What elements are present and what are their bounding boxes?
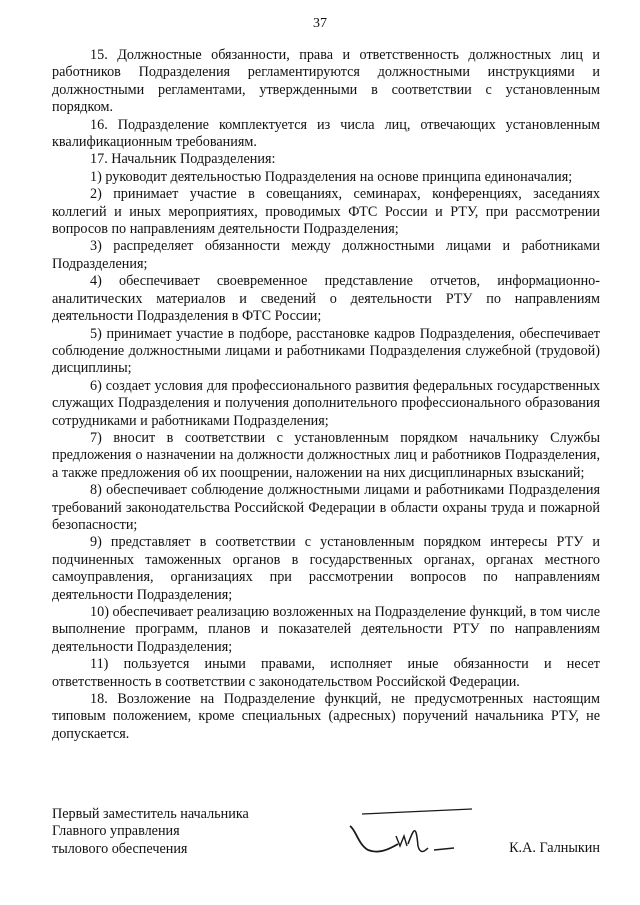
list-item-2: 2) принимает участие в совещаниях, семинарах, конференциях, заседаниях коллегий и иных мероприятиях, проводимых ФТС России и РТУ, при рассмотрении вопросов по направлениям деятельности Подразделения; bbox=[52, 186, 600, 238]
paragraph-15: 15. Должностные обязанности, права и ответственность должностных лиц и работников Подразделения регламентируются должностными инструкциями и должностными регламентами, утвержденными в соответствии с установленным порядком. bbox=[52, 47, 600, 116]
list-item-4: 4) обеспечивает своевременное представление отчетов, информационно-аналитических материалов и сведений о деятельности РТУ по направлениям деятельности Подразделения в ФТС России; bbox=[52, 273, 600, 325]
document-body bbox=[52, 47, 600, 743]
handwritten-signature-icon bbox=[344, 806, 474, 864]
list-item-9: 9) представляет в соответствии с установленным порядком интересы РТУ и подчиненных таможенных органов в государственных органах, органах местного самоуправления, организациях при рассмотрении вопросов по направлениям деятельности Подразделения; bbox=[52, 534, 600, 603]
list-item-10: 10) обеспечивает реализацию возложенных на Подразделение функций, в том числе выполнение программ, планов и показателей деятельности РТУ по направлениям деятельности Подразделения; bbox=[52, 604, 600, 655]
list-item-11: 11) пользуется иными правами, исполняет иные обязанности и несет ответственность в соответствии с законодательством Российской Федерации. bbox=[52, 656, 600, 690]
signatory-title bbox=[52, 806, 249, 858]
paragraph-17: 17. Начальник Подразделения: bbox=[90, 151, 276, 168]
paragraph-18: 18. Возложение на Подразделение функций, не предусмотренных настоящим типовым положением, кроме специальных (адресных) поручений начальника РТУ, не допускается. bbox=[52, 691, 600, 742]
signatory-name: К.А. Галныкин bbox=[509, 840, 600, 856]
paragraph-16: 16. Подразделение комплектуется из числа лиц, отвечающих установленным квалификационным требованиям. bbox=[52, 116, 600, 151]
signatory-title-line: Первый заместитель начальника bbox=[52, 806, 249, 822]
page-number: 37 bbox=[313, 16, 327, 31]
list-item-7: 7) вносит в соответствии с установленным порядком начальнику Службы предложения о назначении на должности должностных лиц и работников Подразделения, а также предложения об их поощрении, наложении на них дисциплинарных взысканий; bbox=[52, 429, 600, 481]
signatory-title-line: Главного управления bbox=[52, 823, 180, 840]
list-item-3: 3) распределяет обязанности между должностными лицами и работниками Подразделения; bbox=[52, 238, 600, 272]
list-item-5: 5) принимает участие в подборе, расстановке кадров Подразделения, обеспечивает соблюдение должностными лицами и работниками Подразделения служебной (трудовой) дисциплины; bbox=[52, 325, 600, 377]
signature-block bbox=[52, 806, 600, 866]
list-item-8: 8) обеспечивает соблюдение должностными лицами и работниками Подразделения требований законодательства Российской Федерации в области охраны труда и пожарной безопасности; bbox=[52, 482, 600, 533]
list-item-6: 6) создает условия для профессионального развития федеральных государственных служащих Подразделения и получения дополнительного профессионального образования сотрудниками и работниками Подразделения; bbox=[52, 377, 600, 429]
list-item-1: 1) руководит деятельностью Подразделения на основе принципа единоначалия; bbox=[90, 168, 573, 185]
signatory-title-line: тылового обеспечения bbox=[52, 840, 188, 857]
